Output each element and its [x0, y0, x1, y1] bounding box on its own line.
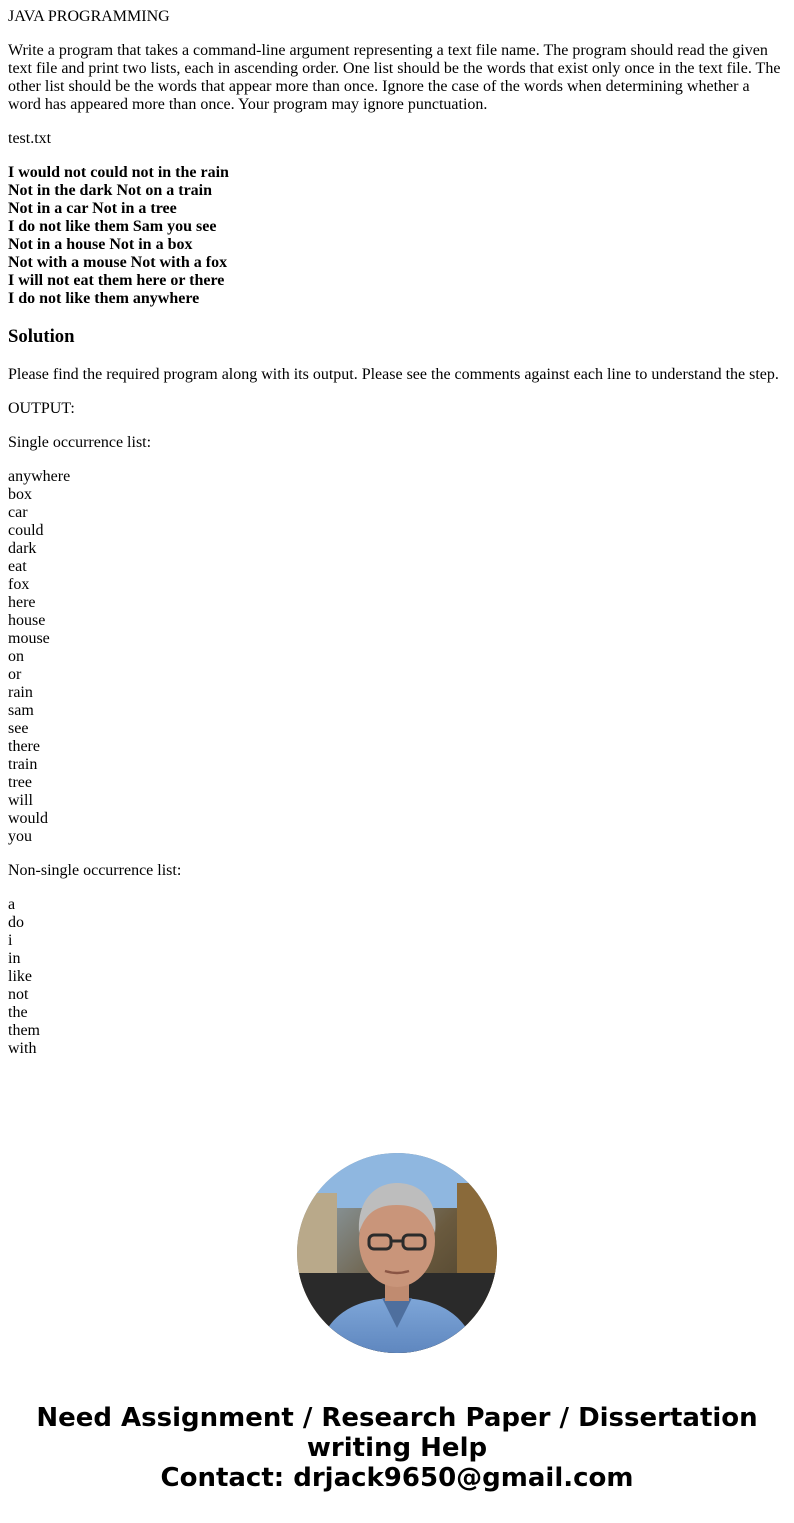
word-list-item: sam [8, 702, 34, 719]
word-list-item: anywhere [8, 468, 71, 485]
non-single-occurrence-label: Non-single occurrence list: [8, 862, 182, 879]
question-prompt: Write a program that takes a command-line argument representing a text file name. The program should read the given text file and print two lists, each in ascending order. One list should be the words that exist only once in the text file. The other list should be the words that appear more than once. Ignore the case of the words when determining whether a word has appeared more than once. Your program may ignore punctuation. [8, 42, 781, 113]
word-list-item: house [8, 612, 46, 629]
word-list-item: here [8, 594, 36, 611]
word-list-item: i [8, 932, 13, 949]
file-line: I would not could not in the rain [8, 164, 229, 181]
word-list-item: or [8, 666, 22, 683]
word-list-item: a [8, 896, 16, 913]
word-list-item: with [8, 1040, 37, 1057]
word-list-item: you [8, 828, 32, 845]
footer-line: Need Assignment / Research Paper / Dissertation [36, 1403, 758, 1433]
word-list-item: the [8, 1004, 28, 1021]
footer-line: writing Help [306, 1433, 488, 1463]
file-line: I do not like them Sam you see [8, 218, 217, 235]
word-list-item: on [8, 648, 24, 665]
word-list-item: rain [8, 684, 33, 701]
footer-contact-banner [0, 1403, 794, 1493]
avatar [297, 1153, 497, 1353]
word-list-item: like [8, 968, 32, 985]
word-list-item: not [8, 986, 29, 1003]
word-list-item: could [8, 522, 44, 539]
word-list-item: there [8, 738, 40, 755]
word-list-item: mouse [8, 630, 50, 647]
file-line: I will not eat them here or there [8, 272, 225, 289]
word-list-item: them [8, 1022, 40, 1039]
word-list-item: see [8, 720, 29, 737]
file-line: I do not like them anywhere [8, 290, 200, 307]
output-label: OUTPUT: [8, 400, 75, 417]
word-list-item: would [8, 810, 48, 827]
single-occurrence-list [8, 468, 786, 846]
single-occurrence-label: Single occurrence list: [8, 434, 152, 451]
solution-heading: Solution [8, 326, 75, 347]
word-list-item: train [8, 756, 38, 773]
file-line: Not in a car Not in a tree [8, 200, 177, 217]
word-list-item: dark [8, 540, 37, 557]
solution-intro: Please find the required program along with its output. Please see the comments against each line to understand the step. [8, 366, 779, 383]
word-list-item: in [8, 950, 21, 967]
non-single-occurrence-list [8, 896, 786, 1058]
file-line: Not with a mouse Not with a fox [8, 254, 228, 271]
file-line: Not in a house Not in a box [8, 236, 193, 253]
document-body [8, 8, 786, 1074]
file-line: Not in the dark Not on a train [8, 182, 213, 199]
word-list-item: will [8, 792, 33, 809]
person-photo-icon [297, 1153, 497, 1353]
footer-contact: Contact: drjack9650@gmail.com [160, 1463, 634, 1493]
word-list-item: tree [8, 774, 32, 791]
word-list-item: car [8, 504, 28, 521]
word-list-item: eat [8, 558, 27, 575]
file-name: test.txt [8, 130, 52, 147]
question-title: JAVA PROGRAMMING [8, 8, 170, 25]
word-list-item: do [8, 914, 24, 931]
file-contents [8, 164, 786, 308]
word-list-item: fox [8, 576, 30, 593]
word-list-item: box [8, 486, 32, 503]
